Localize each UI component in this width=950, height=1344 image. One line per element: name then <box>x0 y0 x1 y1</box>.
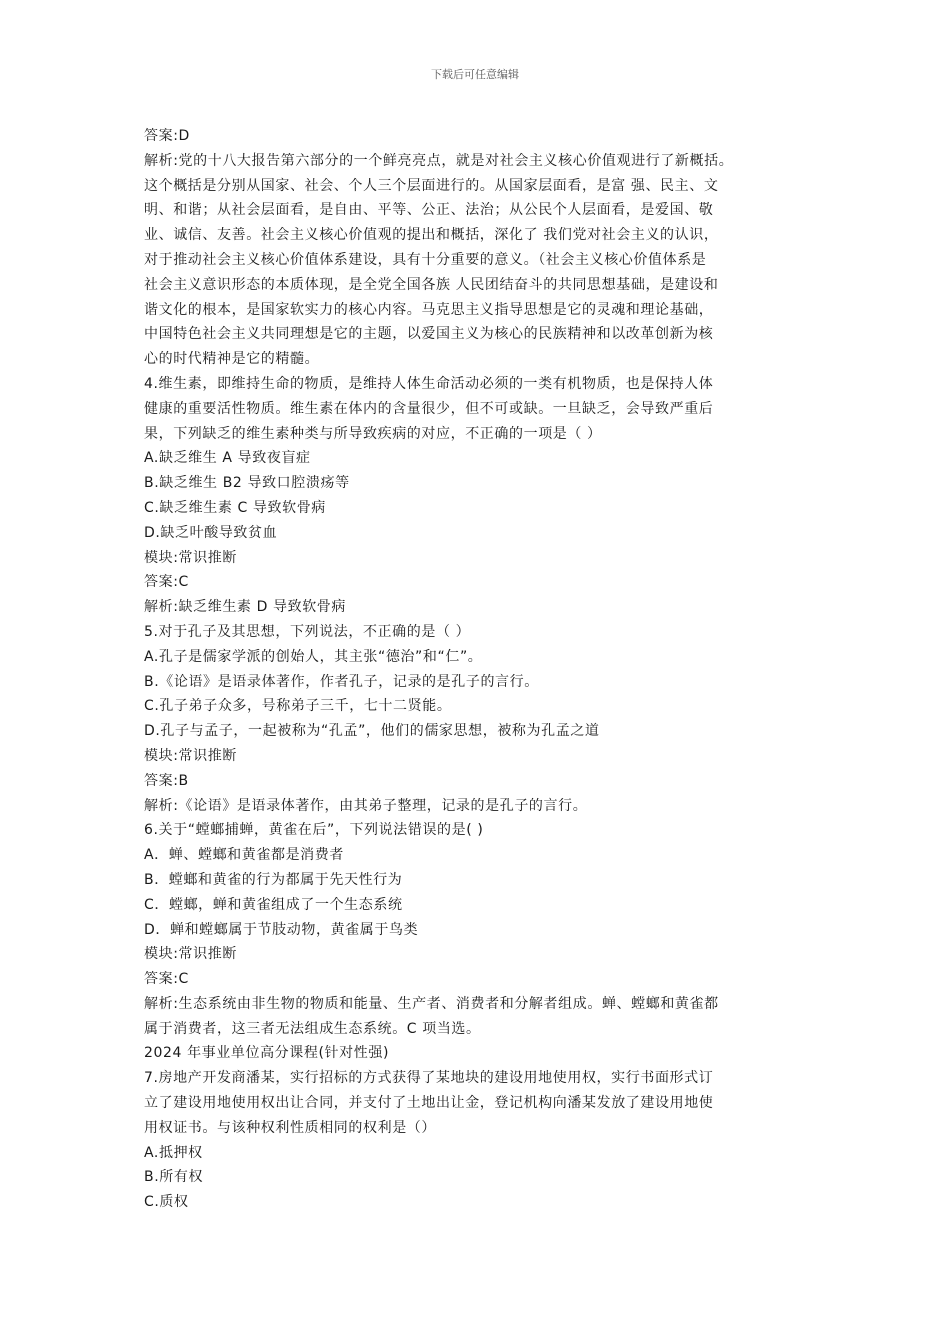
text-line: C.质权 <box>144 1194 189 1211</box>
text-line: B.所有权 <box>144 1169 204 1186</box>
text-line: B．螳螂和黄雀的行为都属于先天性行为 <box>144 871 403 888</box>
document-body <box>144 124 810 1215</box>
text-line: 谐文化的根本，是国家软实力的核心内容。马克思主义指导思想是它的灵魂和理论基础， <box>144 301 714 318</box>
text-line: A.抵押权 <box>144 1144 203 1161</box>
text-line: 中国特色社会主义共同理想是它的主题，以爱国主义为核心的民族精神和以改革创新为核 <box>144 326 714 343</box>
text-line: 明、和谐；从社会层面看，是自由、平等、公正、法治；从公民个人层面看，是爱国、敬 <box>144 202 714 219</box>
text-line: A．蝉、螳螂和黄雀都是消费者 <box>144 847 344 864</box>
text-line: C.孔子弟子众多，号称弟子三千，七十二贤能。 <box>144 698 452 715</box>
text-line: 社会主义意识形态的本质体现，是全党全国各族 人民团结奋斗的共同思想基础，是建设和 <box>144 276 719 293</box>
text-line: 6.关于“螳螂捕蝉，黄雀在后”，下列说法错误的是( ) <box>144 822 484 839</box>
text-line: C．螳螂，蝉和黄雀组成了一个生态系统 <box>144 896 403 913</box>
text-line: 5.对于孔子及其思想，下列说法，不正确的是（ ） <box>144 623 471 640</box>
text-line: B.《论语》是语录体著作，作者孔子，记录的是孔子的言行。 <box>144 673 539 690</box>
text-line: 健康的重要活性物质。维生素在体内的含量很少，但不可或缺。一旦缺乏，会导致严重后 <box>144 400 714 417</box>
text-line: 模块:常识推断 <box>144 549 237 566</box>
text-line: 7.房地产开发商潘某，实行招标的方式获得了某地块的建设用地使用权，实行书面形式订 <box>144 1070 714 1087</box>
text-line: 立了建设用地使用权出让合同，并支付了土地出让金，登记机构向潘某发放了建设用地使 <box>144 1095 714 1112</box>
text-line: 模块:常识推断 <box>144 946 237 963</box>
text-line: D．蝉和螳螂属于节肢动物，黄雀属于鸟类 <box>144 921 419 938</box>
text-line: 答案:D <box>144 128 190 144</box>
text-line: 对于推动社会主义核心价值体系建设，具有十分重要的意义。（社会主义核心价值体系是 <box>144 251 707 268</box>
text-line: 用权证书。与该种权利性质相同的权利是（） <box>144 1119 436 1136</box>
text-line: B.缺乏维生 B2 导致口腔溃疡等 <box>144 475 350 492</box>
text-line: 答案:C <box>144 574 189 591</box>
text-line: 答案:B <box>144 772 189 789</box>
text-line: 属于消费者，这三者无法组成生态系统。C 项当选。 <box>144 1020 481 1037</box>
text-line: 心的时代精神是它的精髓。 <box>144 351 320 368</box>
text-line: A.孔子是儒家学派的创始人，其主张“德治”和“仁”。 <box>144 648 483 665</box>
text-line: A.缺乏维生 A 导致夜盲症 <box>144 450 311 467</box>
text-line: 解析:缺乏维生素 D 导致软骨病 <box>144 599 346 616</box>
text-line: 解析:《论语》是语录体著作，由其弟子整理，记录的是孔子的言行。 <box>144 797 588 814</box>
text-line: 解析:生态系统由非生物的物质和能量、生产者、消费者和分解者组成。蝉、螳螂和黄雀都 <box>144 995 719 1012</box>
text-line: 解析:党的十八大报告第六部分的一个鲜亮亮点，就是对社会主义核心价值观进行了新概括。 <box>144 152 734 169</box>
text-line: 4.维生素，即维持生命的物质，是维持人体生命活动必须的一类有机物质，也是保持人体 <box>144 375 714 392</box>
text-line: 答案:C <box>144 971 189 988</box>
text-line: C.缺乏维生素 C 导致软骨病 <box>144 499 326 516</box>
text-line: 业、诚信、友善。社会主义核心价值观的提出和概括，深化了 我们党对社会主义的认识， <box>144 227 719 244</box>
text-line: 这个概括是分别从国家、社会、个人三个层面进行的。从国家层面看，是富 强、民主、文 <box>144 177 719 194</box>
text-line: 模块:常识推断 <box>144 747 237 764</box>
text-line: D.缺乏叶酸导致贫血 <box>144 524 278 541</box>
text-line: 2024 年事业单位高分课程(针对性强) <box>144 1045 390 1062</box>
text-line: D.孔子与孟子，一起被称为“孔孟”，他们的儒家思想，被称为孔孟之道 <box>144 723 600 740</box>
page-header: 下载后可任意编辑 <box>431 68 519 81</box>
text-line: 果，下列缺乏的维生素种类与所导致疾病的对应，不正确的一项是（ ） <box>144 425 602 442</box>
